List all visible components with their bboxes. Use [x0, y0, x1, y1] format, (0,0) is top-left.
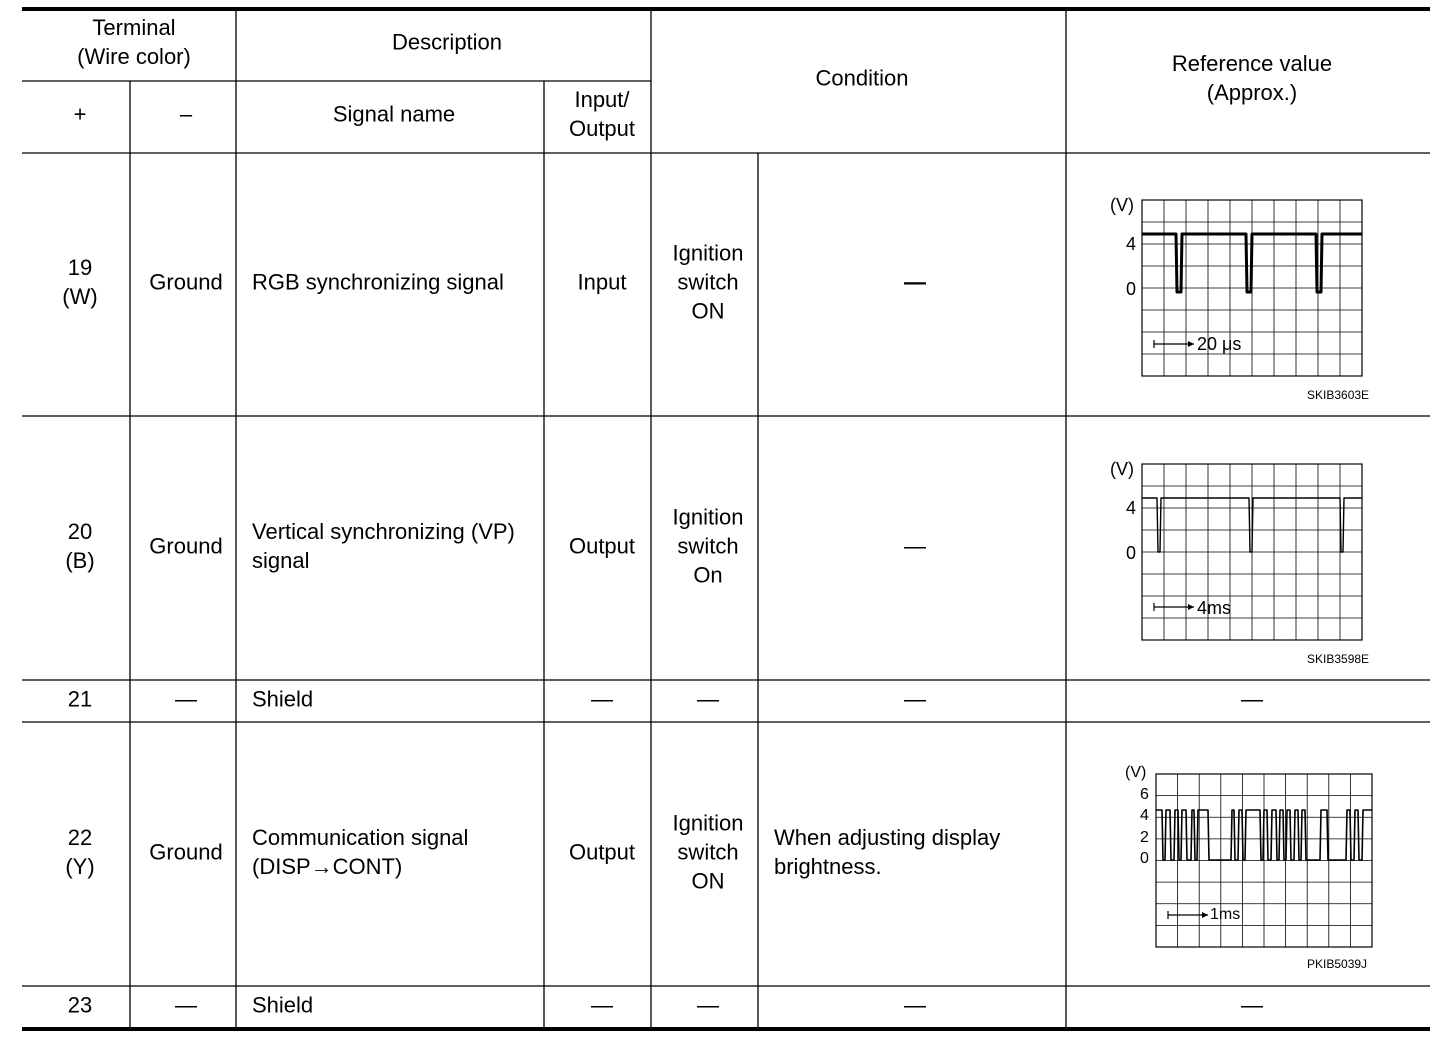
input-output: Output: [568, 839, 636, 865]
terminal-plus: 19 (W): [62, 255, 98, 309]
input-output: Output: [568, 533, 636, 559]
signal-name: RGB synchronizing signal: [252, 269, 504, 295]
figure-code: PKIB5039J: [1307, 957, 1368, 971]
condition-ignition: —: [697, 686, 719, 712]
header-plus: +: [73, 101, 87, 127]
waveform-unit: (V): [1110, 459, 1134, 479]
terminal-minus: Ground: [149, 839, 223, 865]
reference-value: —: [1241, 686, 1263, 712]
header-description: Description: [391, 29, 503, 55]
condition-detail: When adjusting display brightness.: [774, 825, 1001, 879]
terminal-plus: 23: [67, 992, 93, 1018]
time-scale-arrowhead: [1188, 341, 1194, 347]
terminal-plus: 22 (Y): [65, 825, 95, 879]
signal-name: Communication signal (DISP→CONT): [252, 825, 469, 879]
terminal-minus: Ground: [149, 533, 223, 559]
waveform-tick: 4: [1126, 498, 1137, 518]
time-scale-arrowhead: [1188, 604, 1194, 610]
waveform-tick: 4: [1126, 234, 1137, 254]
header-reference-value: Reference value (Approx.): [1171, 51, 1333, 105]
input-output: —: [591, 686, 613, 712]
waveform-unit: (V): [1110, 195, 1134, 215]
condition-detail: —: [904, 269, 926, 295]
waveform-tick: 0: [1126, 543, 1137, 563]
waveform-graph: [1100, 454, 1390, 674]
waveform-tick: 2: [1140, 829, 1149, 846]
header-condition: Condition: [815, 65, 909, 91]
waveform-time-scale: 20 μs: [1197, 334, 1242, 354]
input-output: Input: [577, 269, 627, 295]
figure-code: SKIB3603E: [1307, 388, 1370, 402]
signal-name: Vertical synchronizing (VP) signal: [252, 519, 515, 573]
condition-detail: —: [904, 533, 926, 559]
signal-name: Shield: [252, 686, 314, 712]
condition-ignition: Ignition switch ON: [672, 240, 744, 324]
reference-value: —: [1241, 992, 1263, 1018]
time-scale-arrowhead: [1202, 912, 1208, 918]
header-signal-name: Signal name: [332, 101, 456, 127]
waveform-tick: 4: [1140, 807, 1149, 824]
waveform-trace: [1142, 234, 1362, 292]
terminal-minus: —: [175, 686, 197, 712]
header-input-output: Input/ Output: [568, 87, 636, 141]
signal-name: Shield: [252, 992, 314, 1018]
waveform-graph: [1100, 190, 1390, 410]
header-terminal: Terminal (Wire color): [77, 15, 191, 69]
waveform-time-scale: 1ms: [1210, 906, 1241, 923]
input-output: —: [591, 992, 613, 1018]
condition-detail: —: [904, 686, 926, 712]
condition-ignition: Ignition switch On: [672, 504, 744, 588]
waveform-time-scale: 4ms: [1197, 598, 1232, 618]
condition-ignition: Ignition switch ON: [672, 810, 744, 894]
terminal-minus: Ground: [149, 269, 223, 295]
waveform-tick: 0: [1140, 850, 1149, 867]
condition-detail: —: [904, 992, 926, 1018]
terminal-minus: —: [175, 992, 197, 1018]
terminal-plus: 20 (B): [65, 519, 95, 573]
condition-ignition: —: [697, 992, 719, 1018]
figure-code: SKIB3598E: [1307, 652, 1370, 666]
waveform-tick: 0: [1126, 279, 1137, 299]
terminal-plus: 21: [67, 686, 93, 712]
header-minus: –: [179, 101, 193, 127]
waveform-unit: (V): [1125, 764, 1147, 781]
waveform-tick: 6: [1140, 786, 1149, 803]
